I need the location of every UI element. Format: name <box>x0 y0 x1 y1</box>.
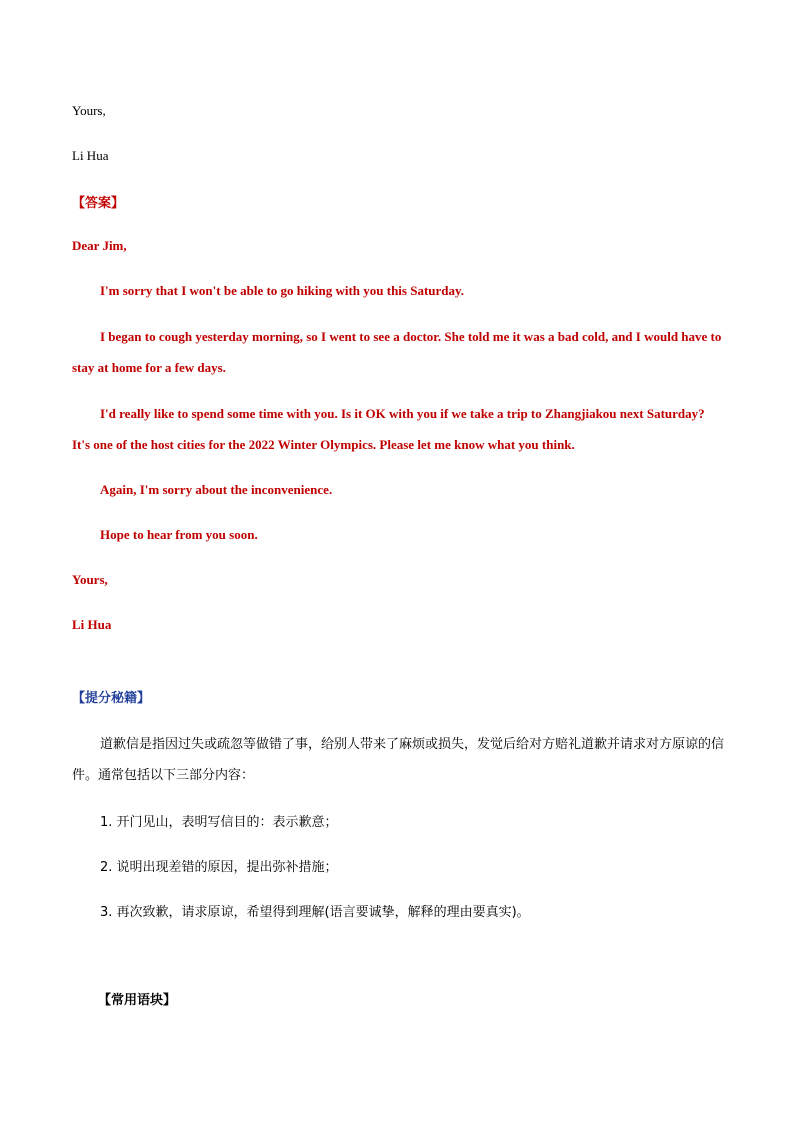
answer-closing: Yours, <box>72 572 108 587</box>
answer-paragraph-3: I'd really like to spend some time with you. Is it OK with you if we take a trip to Zhangjiakou next Saturday? It's one of the host cities for the 2022 Winter Olympics. Please let me know what you think. <box>72 406 705 452</box>
answer-paragraph-1: I'm sorry that I won't be able to go hiking with you this Saturday. <box>100 283 465 298</box>
tips-intro: 道歉信是指因过失或疏忽等做错了事，给别人带来了麻烦或损失，发觉后给对方赔礼道歉并请求对方原谅的信件。通常包括以下三部分内容： <box>72 737 725 783</box>
tips-item-1: 1. 开门见山，表明写信目的：表示歉意； <box>100 815 338 830</box>
top-signature: Li Hua <box>72 148 109 163</box>
answer-paragraph-2: I began to cough yesterday morning, so I went to see a doctor. She told me it was a bad cold, and I would have to stay at home for a few days. <box>72 329 722 375</box>
answer-heading: 【答案】 <box>72 196 125 211</box>
tips-item-2: 2. 说明出现差错的原因，提出弥补措施； <box>100 860 338 875</box>
answer-paragraph-5: Hope to hear from you soon. <box>100 527 258 542</box>
answer-signature: Li Hua <box>72 617 112 632</box>
tips-heading: 【提分秘籍】 <box>72 691 151 706</box>
answer-paragraph-4: Again, I'm sorry about the inconvenience. <box>100 482 333 497</box>
top-closing: Yours, <box>72 103 106 118</box>
tips-item-3: 3. 再次致歉，请求原谅，希望得到理解(语言要诚挚，解释的理由要真实)。 <box>100 905 530 920</box>
answer-salutation: Dear Jim, <box>72 238 127 253</box>
phrases-heading: 【常用语块】 <box>98 993 177 1008</box>
